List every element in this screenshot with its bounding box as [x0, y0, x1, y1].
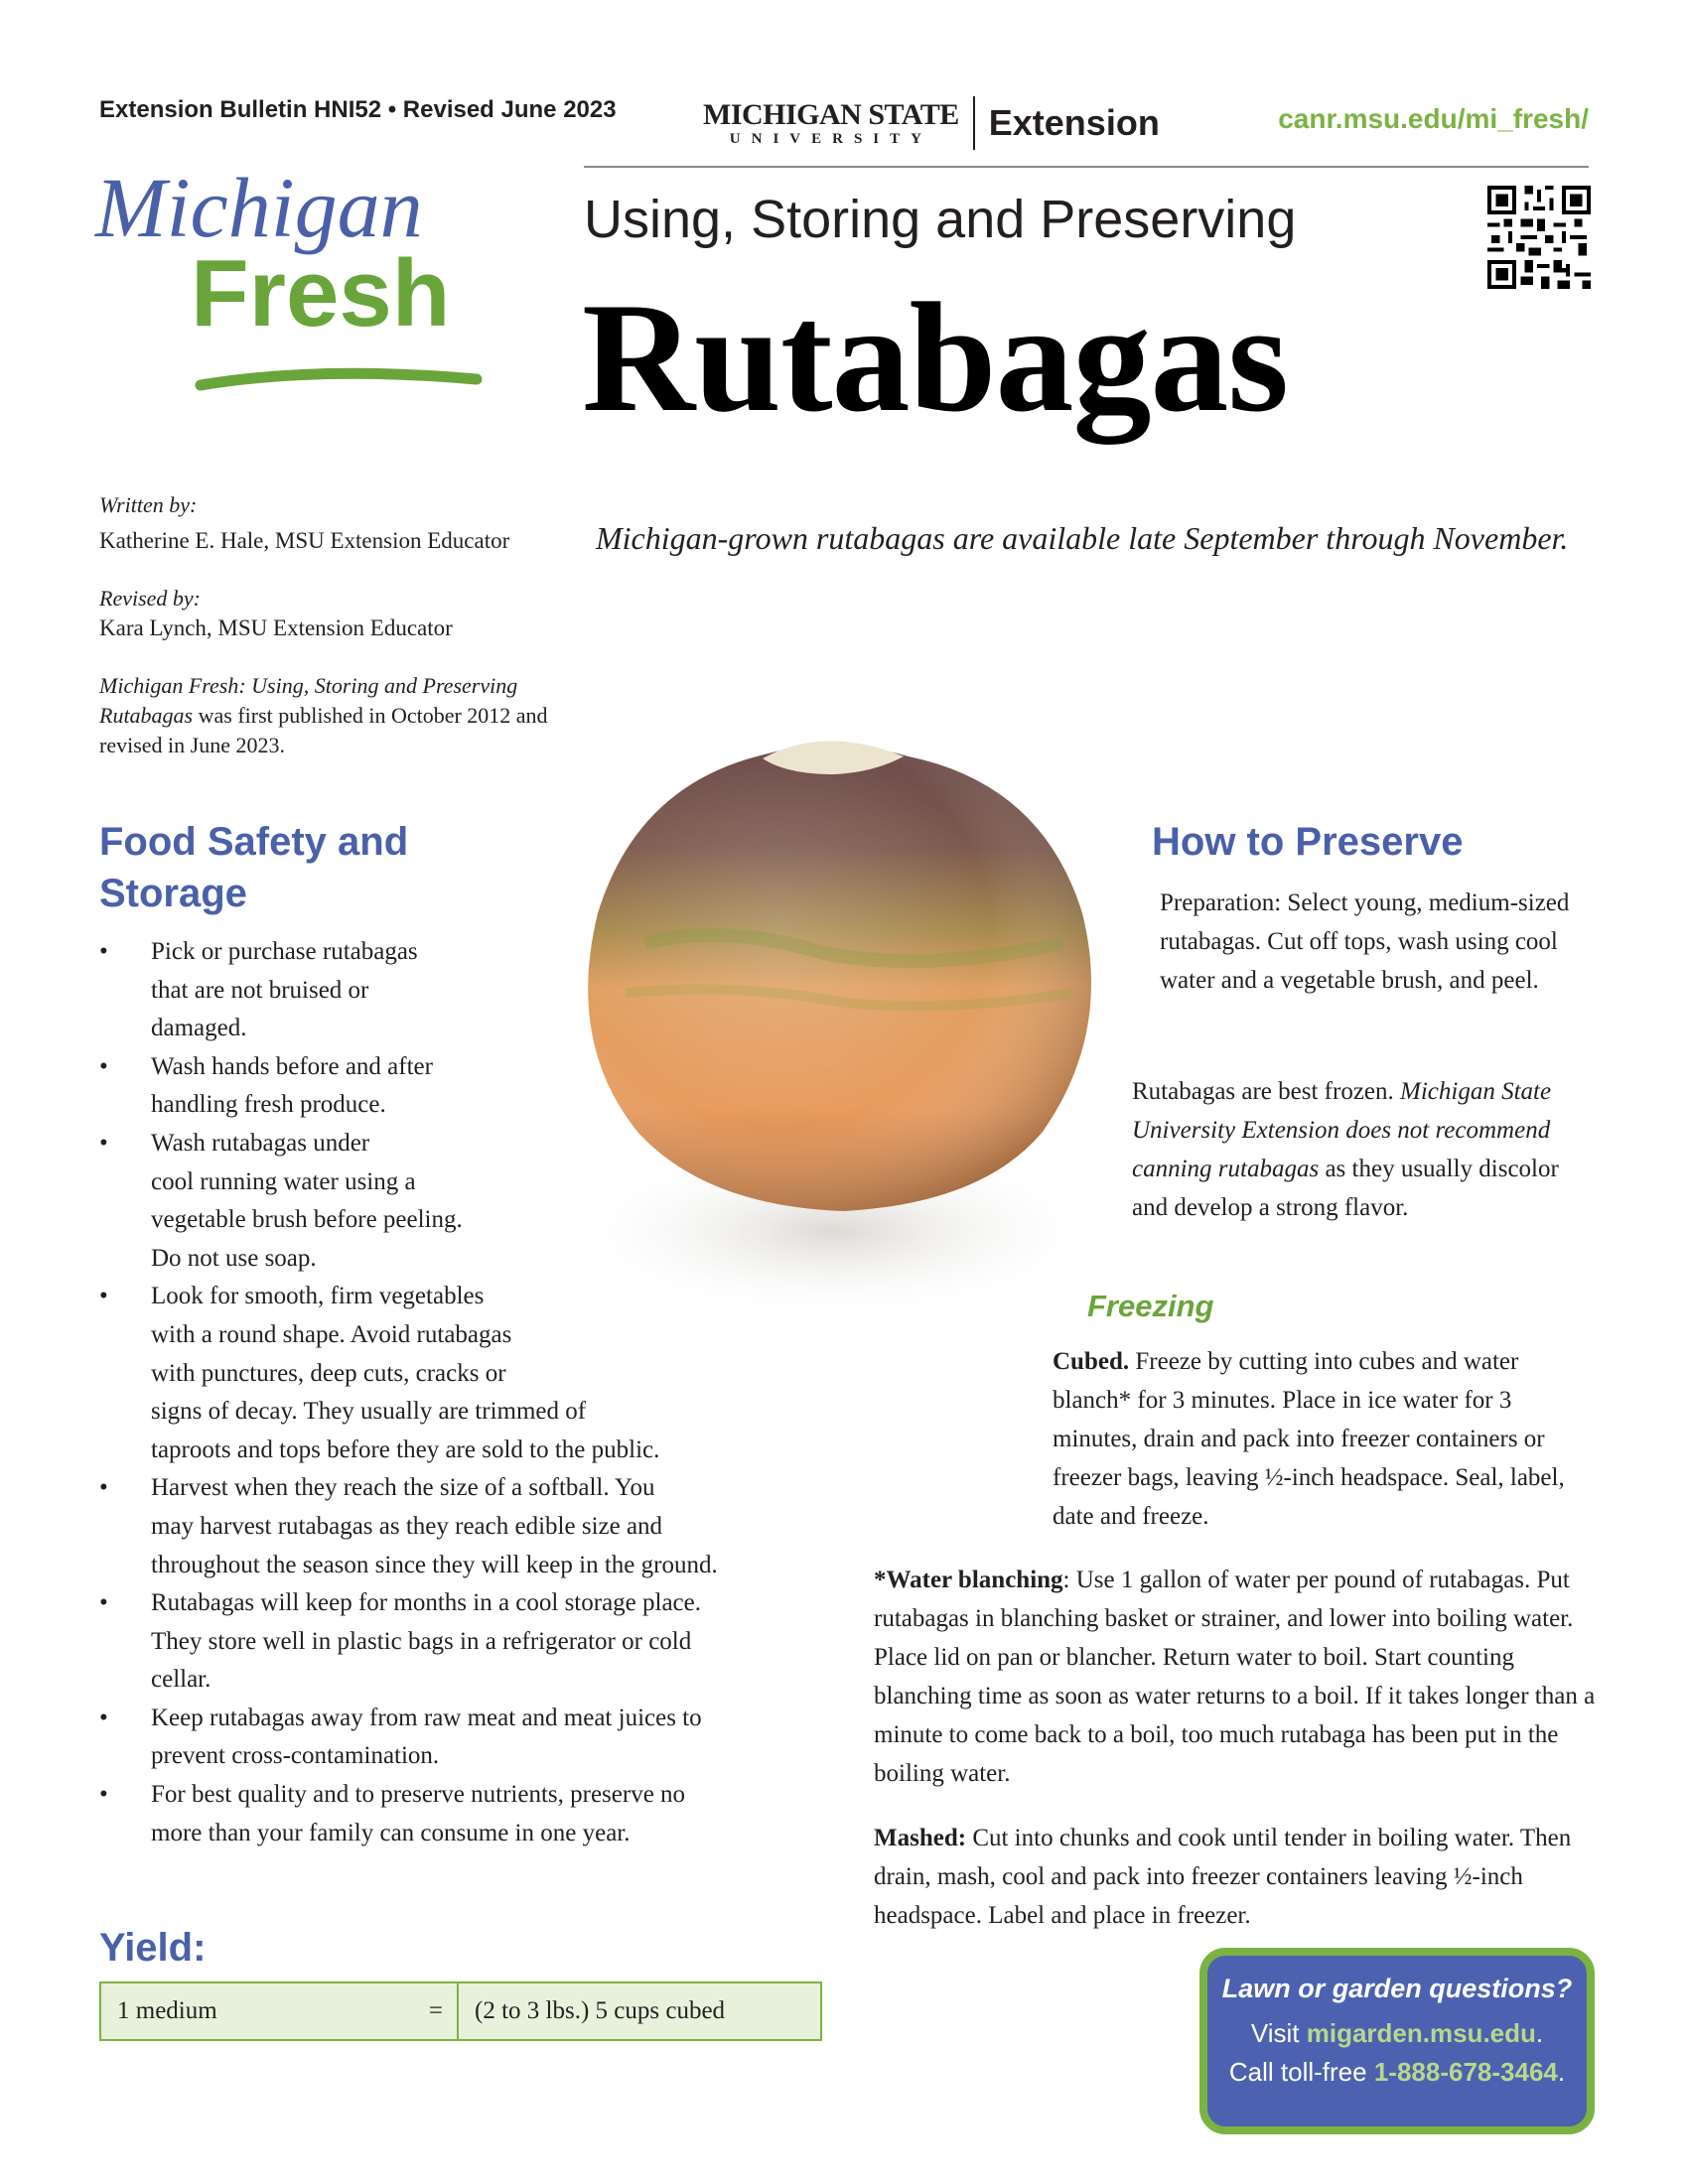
list-item	[99, 1278, 854, 1469]
mashed-label: Mashed:	[874, 1825, 967, 1851]
written-by-label: Written by:	[99, 492, 198, 517]
best-frozen-text: Rutabagas are best frozen.	[1132, 1078, 1401, 1105]
bulletin-number: Extension Bulletin HNI52 • Revised June 2023	[99, 96, 617, 123]
canning-warning: Michigan State University Extension does not recommend canning rutabagas	[1132, 1078, 1552, 1182]
list-item-text: taproots and tops before they are sold to the public.	[151, 1435, 660, 1463]
list-item-text: cellar.	[151, 1666, 211, 1694]
list-item-text: vegetable brush before peeling.	[151, 1206, 463, 1234]
yield-table	[99, 1981, 822, 2041]
garden-question: Lawn or garden questions?	[1221, 1974, 1573, 2003]
list-item-text: Rutabagas will keep for months in a cool storage place.	[151, 1589, 702, 1617]
list-item-text: For best quality and to preserve nutrients, preserve no	[151, 1781, 686, 1809]
list-item	[99, 1469, 854, 1584]
cubed-label: Cubed.	[1053, 1348, 1130, 1375]
list-item-text: Do not use soap.	[151, 1244, 317, 1272]
yield-equals: =	[428, 1997, 443, 2024]
water-blanching-text: : Use 1 gallon of water per pound of rutabagas. Put rutabagas in blanching basket or strainer, and lower into boiling water. Place lid on pan or blancher. Return water to boil. Start counting blanching time as soon as water returns to a boil. If it takes longer than a minute to come back to a boil, too much rutabaga has been put in the boiling water.	[874, 1567, 1596, 1787]
food-safety-list	[99, 933, 854, 1852]
list-item-text: signs of decay. They usually are trimmed of	[151, 1398, 587, 1426]
list-item	[99, 1125, 854, 1278]
page-title: Rutabagas	[582, 271, 1288, 445]
how-to-preserve-heading: How to Preserve	[1152, 820, 1464, 864]
written-by-name: Katherine E. Hale, MSU Extension Educator	[99, 528, 510, 553]
site-url-link[interactable]: canr.msu.edu/mi_fresh/	[1278, 103, 1589, 134]
availability-note: Michigan-grown rutabagas are available late September through November.	[596, 520, 1569, 556]
publication-title: Michigan Fresh: Using, Storing and Preserving Rutabagas	[99, 673, 518, 728]
water-blanching-paragraph	[874, 1561, 1599, 1793]
list-item-text: Pick or purchase rutabagas	[151, 938, 418, 965]
water-blanching-label: *Water blanching	[874, 1567, 1063, 1593]
mashed-text: Cut into chunks and cook until tender in boiling water. Then drain, mash, cool and pack into freezer containers leaving ½-inch headspace. Label and place in freezer.	[874, 1825, 1572, 1929]
cubed-text: Freeze by cutting into cubes and water blanch* for 3 minutes. Place in ice water for 3 minutes, drain and pack into freezer containers or freezer bags, leaving ½-inch headspace. Seal, label, date and freeze.	[1053, 1348, 1565, 1530]
michigan-fresh-logo	[91, 159, 489, 407]
extension-wordmark: Extension	[988, 102, 1160, 143]
logo-word-fresh: Fresh	[191, 240, 451, 346]
page-subtitle: Using, Storing and Preserving	[584, 190, 1297, 249]
list-item-text: handling fresh produce.	[151, 1091, 386, 1119]
yield-quantity: 1 medium	[117, 1997, 217, 2024]
visit-line	[1207, 2018, 1587, 2049]
list-item	[99, 1700, 854, 1776]
publication-note	[99, 671, 566, 760]
msu-wordmark-line2: UNIVERSITY	[729, 130, 932, 147]
list-item-text: Wash rutabagas under	[151, 1129, 370, 1157]
list-item-text: They store well in plastic bags in a refrigerator or cold	[151, 1627, 692, 1655]
list-item-text: that are not bruised or	[151, 976, 369, 1004]
list-item-text: with a round shape. Avoid rutabagas	[151, 1320, 512, 1348]
list-item-text: Look for smooth, firm vegetables	[151, 1283, 485, 1310]
publication-history: was first published in October 2012 and revised in June 2023.	[99, 703, 548, 757]
garden-questions-box	[1199, 1948, 1595, 2134]
revised-by-label: Revised by:	[99, 586, 201, 611]
yield-amount: (2 to 3 lbs.) 5 cups cubed	[475, 1997, 726, 2024]
list-item-text: Keep rutabagas away from raw meat and meat juices to	[151, 1704, 702, 1731]
list-item	[99, 1584, 854, 1700]
list-item-text: may harvest rutabagas as they reach edible size and	[151, 1512, 663, 1540]
freezing-heading: Freezing	[1087, 1289, 1214, 1323]
yield-heading: Yield:	[99, 1926, 207, 1970]
visit-text: Visit	[1250, 2018, 1307, 2048]
cubed-paragraph	[874, 1342, 1599, 1536]
best-frozen-text-end: as they usually discolor and develop a strong flavor.	[1132, 1156, 1559, 1221]
qr-code-icon[interactable]	[1487, 186, 1591, 289]
msu-wordmark-line1: MICHIGAN STATE	[703, 97, 959, 131]
list-item-text: Harvest when they reach the size of a softball. You	[151, 1474, 655, 1502]
list-item	[99, 933, 854, 1048]
logo-divider	[973, 96, 975, 150]
best-frozen-paragraph	[1132, 1072, 1599, 1227]
list-item-text: damaged.	[151, 1015, 247, 1042]
msu-wordmark	[703, 97, 959, 147]
revised-by-name: Kara Lynch, MSU Extension Educator	[99, 615, 453, 640]
msu-extension-logo	[703, 95, 1160, 151]
list-item-text: prevent cross-contamination.	[151, 1742, 440, 1770]
list-item-text: Wash hands before and after	[151, 1052, 433, 1080]
call-period: .	[1557, 2057, 1566, 2087]
migarden-link[interactable]: migarden.msu.edu	[1306, 2018, 1536, 2048]
yield-cell-left	[101, 1983, 459, 2039]
header-rule	[584, 166, 1589, 168]
call-text: Call toll-free	[1228, 2057, 1374, 2087]
list-item-text: more than your family can consume in one year.	[151, 1819, 631, 1846]
mashed-paragraph	[874, 1819, 1599, 1935]
list-item	[99, 1776, 854, 1852]
list-item	[99, 1048, 854, 1125]
visit-period: .	[1535, 2018, 1544, 2048]
preparation-paragraph: Preparation: Select young, medium-sized rutabagas. Cut off tops, wash using cool water and a vegetable brush, and peel.	[1160, 889, 1570, 994]
list-item-text: cool running water using a	[151, 1167, 416, 1195]
list-item-text: with punctures, deep cuts, cracks or	[151, 1359, 506, 1387]
logo-word-michigan: Michigan	[95, 160, 423, 255]
call-line	[1207, 2057, 1587, 2088]
food-safety-heading: Food Safety and Storage	[99, 820, 409, 915]
list-item-text: throughout the season since they will keep in the ground.	[151, 1551, 718, 1578]
logo-swoosh	[201, 373, 477, 385]
phone-number[interactable]: 1-888-678-3464	[1373, 2057, 1558, 2087]
